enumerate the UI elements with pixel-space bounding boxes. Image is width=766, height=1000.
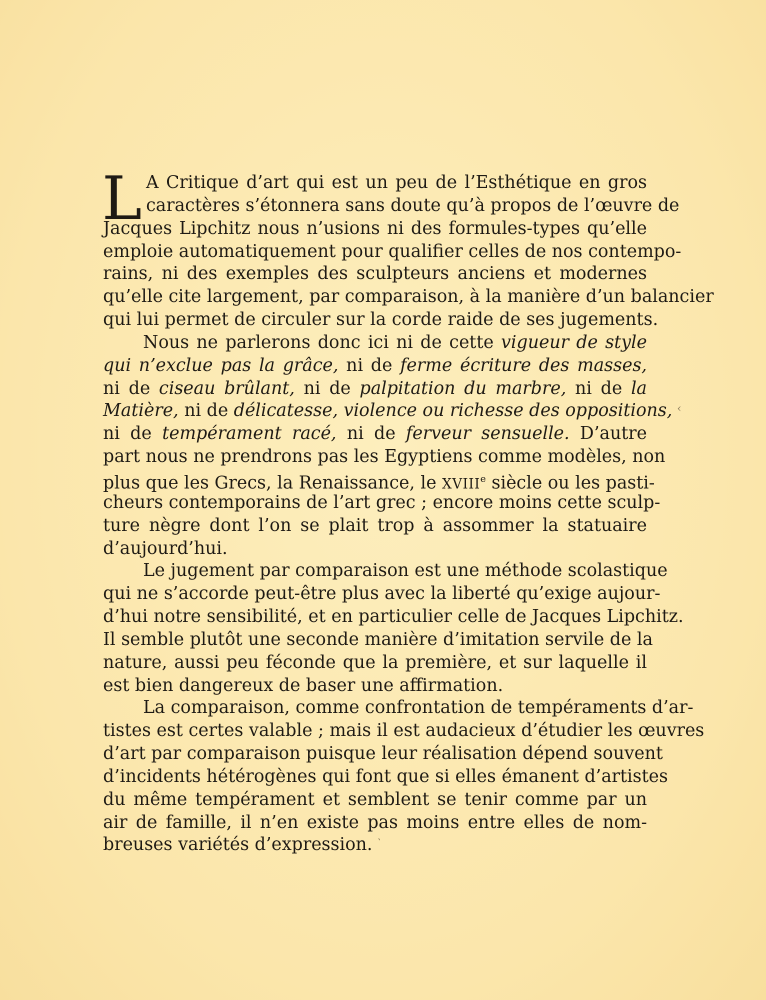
italic-phrase: délicatesse, violence ou richesse des oppositions, — [233, 401, 673, 422]
text-run: caractères s’étonnera sans doute qu’à propos de l’œuvre de — [146, 195, 680, 216]
text-line — [103, 652, 647, 675]
text-run: cheurs contemporains de l’art grec ; encore moins cette sculp- — [103, 492, 661, 513]
small-caps-numeral: XVIII — [442, 476, 481, 493]
italic-phrase: ferveur sensuelle. — [405, 424, 570, 445]
text-run: plus que les Grecs, la Renaissance, le — [103, 473, 443, 494]
text-run: Il semble plutôt une seconde manière d’imitation servile de la — [103, 629, 653, 650]
text-run: nature, aussi peu féconde que la première, et sur laquelle il — [103, 652, 647, 673]
text-line — [103, 218, 647, 241]
text-run: emploie automatiquement pour qualifier celles de nos contempo- — [103, 241, 682, 262]
text-line — [103, 515, 647, 538]
text-run: A Critique d’art qui est un peu de l’Esthétique en gros — [146, 173, 647, 193]
body-text — [102, 164, 714, 857]
superscript: e — [480, 473, 486, 485]
italic-phrase: tempérament racé, — [162, 424, 337, 445]
italic-phrase: vigueur de style — [501, 332, 647, 353]
text-run: qui ne s’accorde peut-être plus avec la liberté qu’exige aujour- — [103, 584, 661, 605]
text-run: ni de — [178, 401, 234, 422]
text-run: part nous ne prendrons pas les Egyptiens comme modèles, non — [103, 447, 666, 468]
italic-phrase: ciseau brûlant, — [158, 378, 295, 399]
text-run: d’art par comparaison puisque leur réalisation dépend souvent — [103, 744, 663, 765]
text-run: siècle ou les pasti- — [485, 473, 655, 494]
text-line — [103, 241, 682, 264]
italic-phrase: ferme écriture des masses, — [400, 355, 647, 376]
italic-phrase: la — [630, 378, 647, 399]
text-line — [103, 720, 705, 743]
text-run: rains, ni des exemples des sculpteurs anciens et modernes — [103, 264, 647, 285]
text-run: ture nègre dont l’on se plait trop à assommer la statuaire — [103, 515, 647, 536]
text-line — [103, 538, 647, 561]
text-line — [103, 423, 647, 446]
italic-phrase: palpitation du marbre, — [359, 378, 567, 399]
text-line — [103, 172, 647, 195]
text-run: La comparaison, comme confrontation de tempéraments d’ar- — [143, 698, 694, 719]
text-run: d’aujourd’hui. — [103, 538, 228, 559]
text-line — [103, 286, 714, 309]
italic-phrase: qui n’exclue pas la grâce, — [103, 355, 339, 376]
text-line — [103, 263, 647, 286]
text-run: air de famille, il n’en existe pas moins entre elles de nom- — [103, 812, 647, 833]
text-line — [103, 743, 663, 766]
text-line — [103, 560, 668, 583]
italic-phrase: Matière, — [103, 401, 179, 422]
text-line — [103, 697, 694, 720]
text-line — [103, 789, 647, 812]
text-line — [103, 355, 647, 378]
text-line — [103, 332, 647, 355]
text-run: ni de — [103, 424, 163, 445]
text-line — [103, 492, 661, 515]
text-line — [103, 378, 647, 401]
text-line — [103, 675, 647, 698]
text-line — [103, 812, 647, 835]
text-line — [103, 400, 673, 423]
text-line — [103, 834, 647, 857]
margin-mark: ‹ — [677, 402, 682, 415]
text-run: breuses variétés d’expression. — [103, 835, 373, 856]
text-run: Jacques Lipchitz nous n’usions ni des formules-types qu’elle — [103, 218, 647, 239]
text-run: ni de — [566, 378, 631, 399]
text-line — [103, 629, 653, 652]
text-run: Le jugement par comparaison est une méthode scolastique — [143, 561, 668, 582]
text-run: D’autre — [569, 424, 647, 445]
text-run: du même tempérament et semblent se tenir comme par un — [103, 789, 647, 810]
text-run: ni de — [294, 378, 360, 399]
text-run: d’hui notre sensibilité, et en particulier celle de Jacques Lipchitz. — [103, 607, 684, 628]
text-run: Nous ne parlerons donc ici ni de cette — [143, 332, 502, 353]
text-line — [103, 766, 668, 789]
text-line — [103, 446, 666, 469]
text-run: qu’elle cite largement, par comparaison, à la manière d’un balancier — [103, 287, 714, 308]
text-line — [103, 583, 661, 606]
drop-cap: L — [102, 164, 142, 234]
text-run: d’incidents hétérogènes qui font que si elles émanent d’artistes — [103, 766, 668, 787]
text-line — [103, 195, 680, 218]
text-line — [103, 606, 684, 629]
stray-mark: ‵ — [378, 838, 381, 849]
text-run: ni de — [336, 424, 406, 445]
text-line — [103, 469, 655, 494]
text-run: tistes est certes valable ; mais il est audacieux d’étudier les œuvres — [103, 721, 705, 742]
text-run: qui lui permet de circuler sur la corde raide de ses jugements. — [103, 310, 659, 331]
text-line — [103, 309, 659, 332]
text-run: ni de — [338, 355, 401, 376]
text-run: est bien dangereux de baser une affirmation. — [103, 675, 504, 696]
text-run: ni de — [103, 378, 159, 399]
